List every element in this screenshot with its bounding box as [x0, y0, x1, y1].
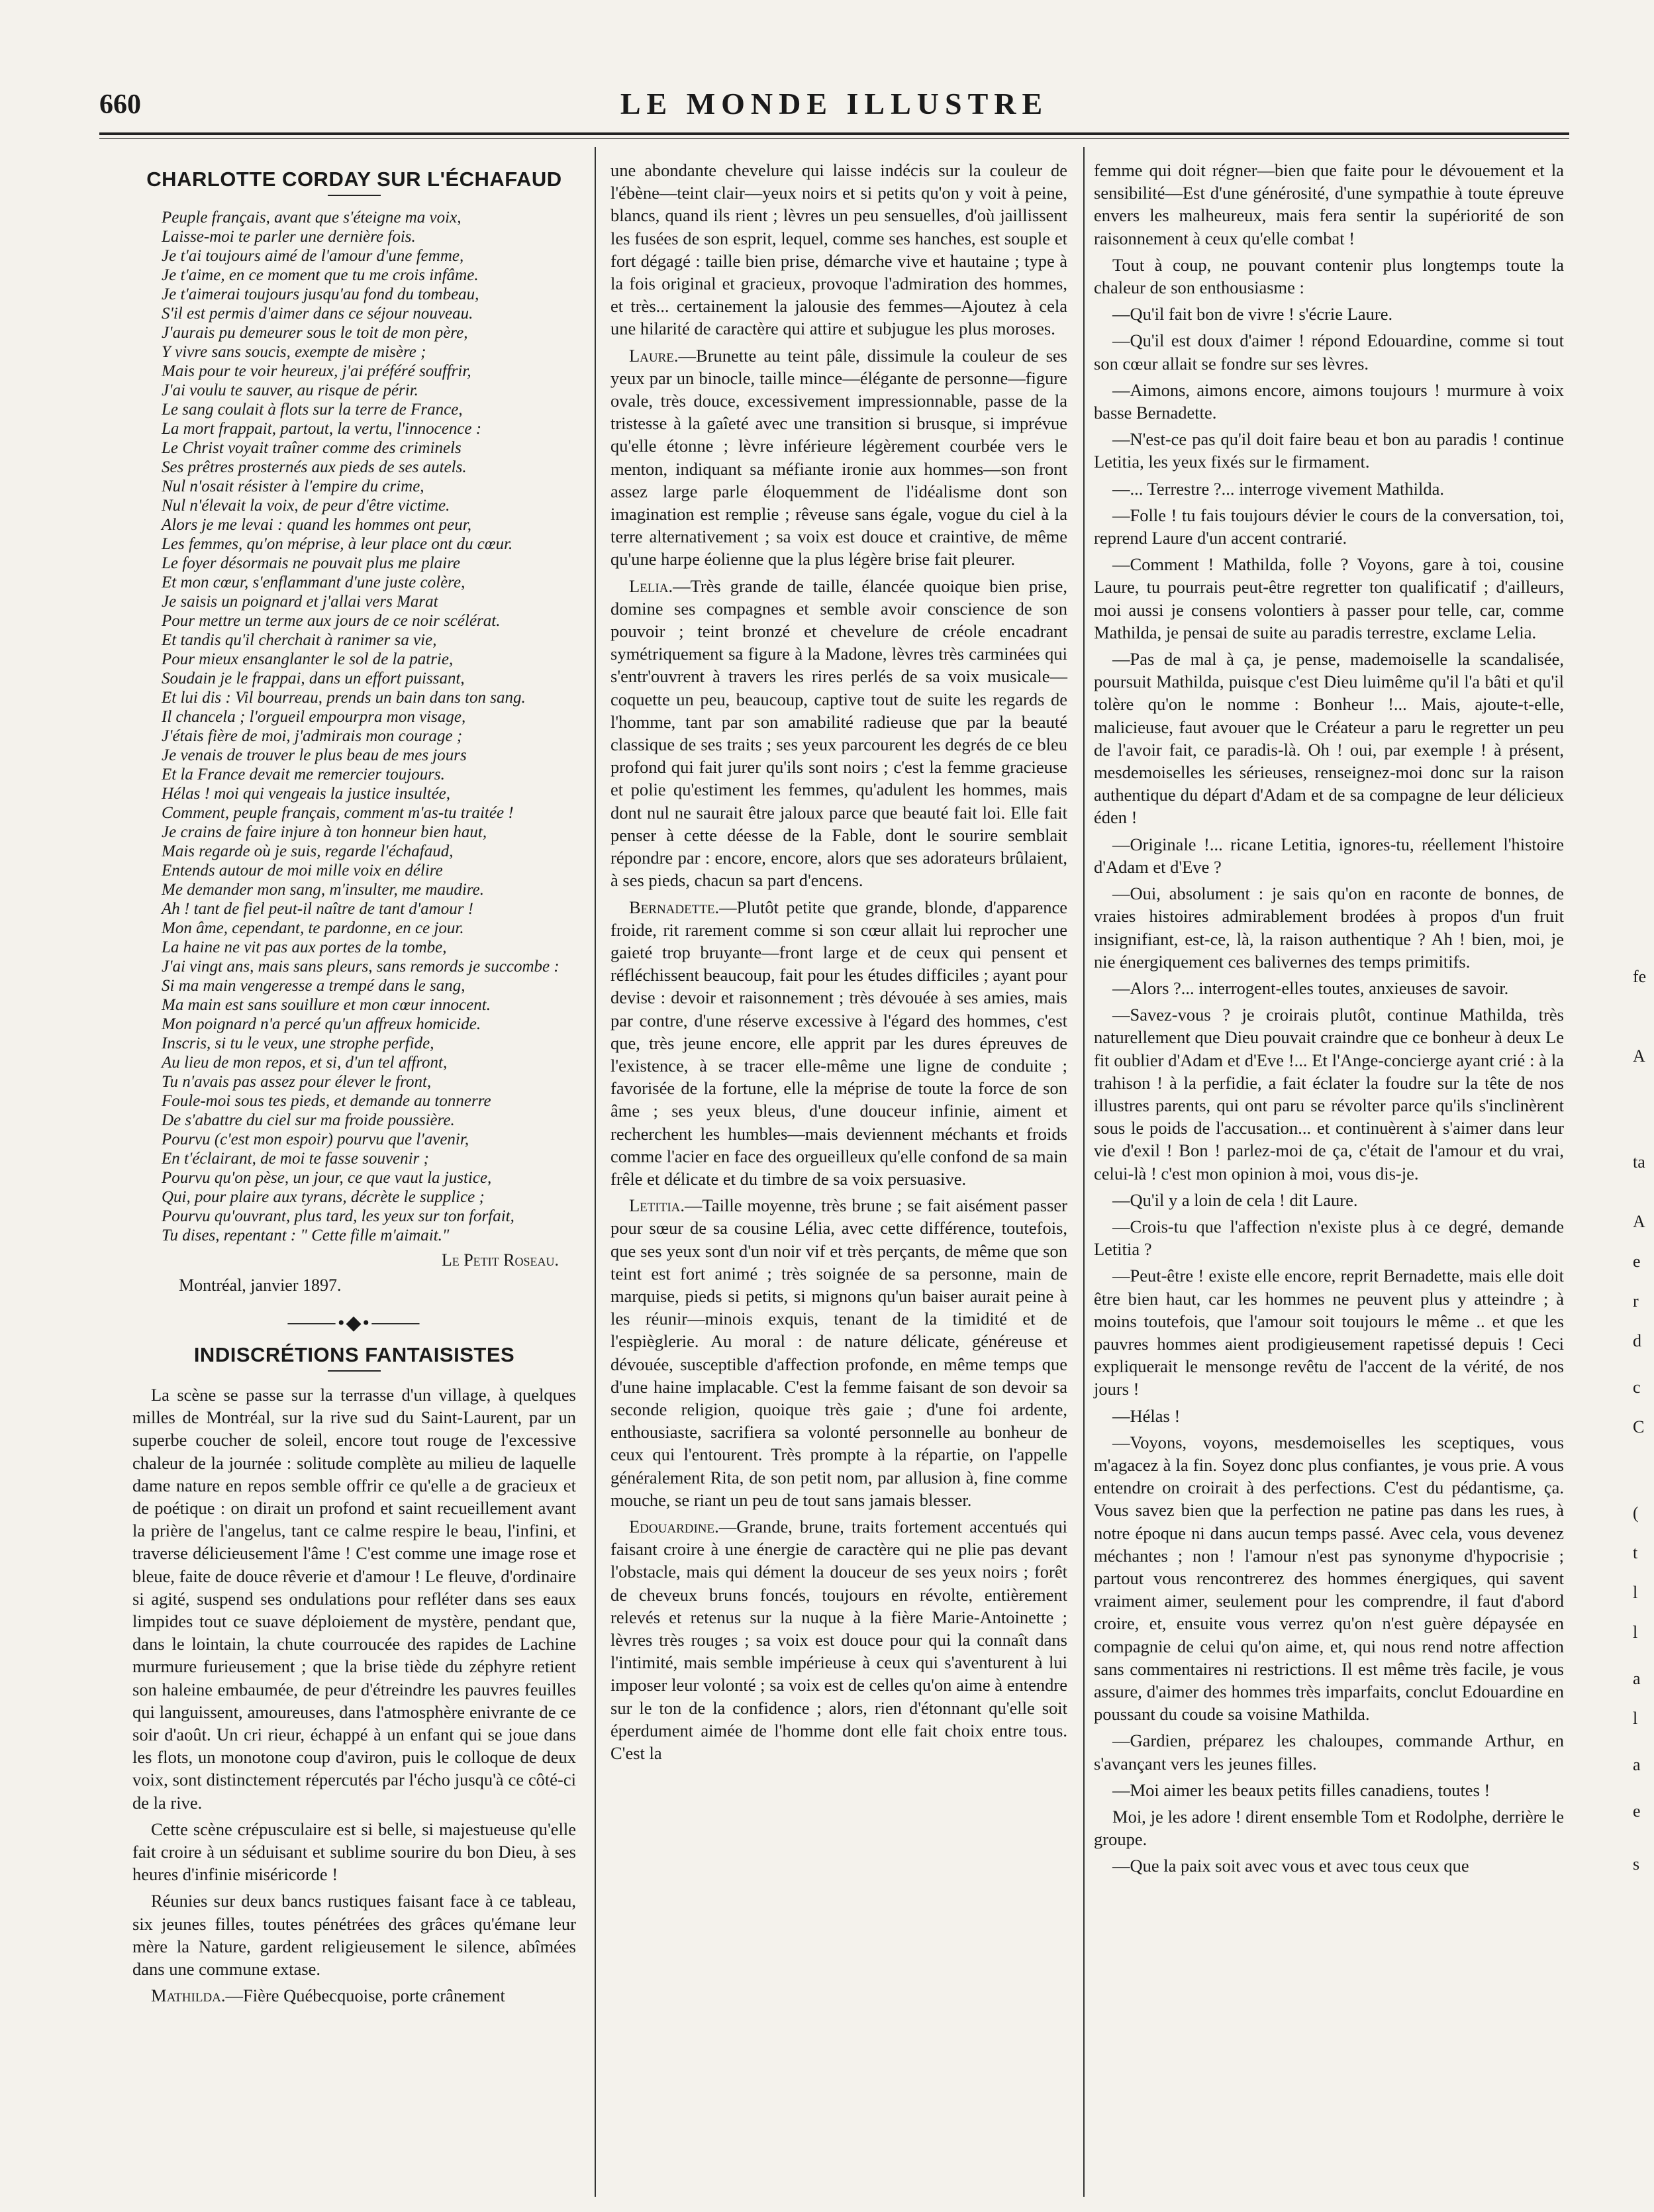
poem-signature: Le Petit Roseau.: [441, 1250, 559, 1270]
page-number: 660: [99, 89, 141, 120]
title-rule: [328, 1370, 381, 1372]
poem-line: Mais pour te voir heureux, j'ai préféré souffrir,: [162, 362, 471, 381]
character-paragraph: [132, 1984, 576, 2007]
character-name: Laure.: [629, 345, 679, 366]
header-rule: [99, 132, 1569, 139]
column-1: [132, 159, 576, 2011]
poem-line: Pourvu qu'on pèse, un jour, ce que vaut la justice,: [162, 1169, 492, 1187]
poem-line: J'ai vingt ans, mais sans pleurs, sans remords je succombe :: [162, 958, 559, 976]
story-paragraph: Réunies sur deux bancs rustiques faisant face à ce tableau, six jeunes filles, toutes pénétrées des grâces qu'émane leur mère la Nature, gardent religieusement le silence, abîmées dans une commune extase.: [132, 1891, 576, 1980]
poem-line: J'étais fière de moi, j'admirais mon courage ;: [162, 727, 463, 746]
character-name: Mathilda.: [151, 1986, 226, 2006]
column-separator: [595, 147, 596, 2197]
character-paragraph: [610, 1515, 1067, 1764]
dialogue-paragraph: Tout à coup, ne pouvant contenir plus longtemps toute la chaleur de son enthousiasme :: [1094, 254, 1564, 298]
margin-fragment: l: [1633, 1623, 1638, 1642]
dialogue-paragraph: —Pas de mal à ça, je pense, mademoiselle la scandalisée, poursuit Mathilda, puisque c'est Dieu luimême qu'il l'a bâti et qu'il tolère qu'on le nomme : Bonheur !... Mais, ajoute-t-elle, malicieuse, faut avouer que le Créateur a paru le regretter un peu de l'avoir fait, ce paradis-là. Oh ! oui, par exemple ! à présent, mesdemoiselles les sérieuses, renseignez-moi donc sur la raison authentique du départ d'Adam et de sa compagne de leur délicieux éden !: [1094, 649, 1564, 828]
poem-line: Je t'ai toujours aimé de l'amour d'une femme,: [162, 247, 464, 266]
poem-line: Et tandis qu'il cherchait à ranimer sa vie,: [162, 631, 437, 650]
poem-line: Inscris, si tu le veux, une strophe perfide,: [162, 1034, 434, 1053]
margin-fragment: s: [1633, 1854, 1640, 1874]
dialogue-paragraph: —Aimons, aimons encore, aimons toujours ! murmure à voix basse Bernadette.: [1094, 379, 1564, 423]
page-header: [99, 86, 1569, 132]
character-description: —Plutôt petite que grande, blonde, d'apparence froide, rit rarement comme si son cœur allait lui reprocher une gaieté trop bruyante—front large et de ceux qui pensent et réfléchissent beaucoup, fait pour les études difficiles ; ayant pour devise : devoir et raisonnement ; très dévouée à ses amies, mais par contre, d'une réserve excessive à l'égard des hommes, c'est que, très jeune encore, elle apprit par les dures épreuves de l'existence, à se tracer elle-même une ligne de conduite ; favorisée de la fortune, elle la méprise de toute la force de son âme ; ses yeux bleus, d'une douceur infinie, aiment et recherchent les humbles—mais deviennent méchants et froids comme l'acier en face des orgueilleux qu'elle confond de sa main frêle et délicate et du timbre de sa voix persuasive.: [610, 897, 1067, 1189]
margin-fragment: c: [1633, 1378, 1641, 1397]
poem-line: Mon âme, cependant, te pardonne, en ce jour.: [162, 919, 464, 938]
dialogue-paragraph: —N'est-ce pas qu'il doit faire beau et bon au paradis ! continue Letitia, les yeux fixés sur le firmament.: [1094, 429, 1564, 472]
dialogue-paragraph: —Qu'il y a loin de cela ! dit Laure.: [1112, 1189, 1358, 1210]
poem-line: La mort frappait, partout, la vertu, l'innocence :: [162, 420, 482, 438]
poem-line: Nul n'osait résister à l'empire du crime,: [162, 478, 424, 496]
poem-line: De s'abattre du ciel sur ma froide poussière.: [162, 1111, 455, 1130]
poem-line: Les femmes, qu'on méprise, à leur place ont du cœur.: [162, 535, 513, 554]
poem-line: Au lieu de mon repos, et si, d'un tel affront,: [162, 1054, 448, 1072]
column-separator: [1083, 147, 1085, 2197]
poem-line: Pourvu (c'est mon espoir) pourvu que l'avenir,: [162, 1131, 469, 1149]
margin-fragment: ta: [1633, 1152, 1645, 1172]
poem-line: J'aurais pu demeurer sous le toit de mon père,: [162, 324, 468, 342]
character-description: —Grande, brune, traits fortement accentués qui faisant croire à une énergie de caractère qui ne plie pas devant l'obstacle, mais qui dément la douceur de ses yeux noirs ; forêt de cheveux bruns foncés, toujours en révolte, entièrement relevés et retenus sur la nuque à la fière Marie-Antoinette ; lèvres très rouges ; sa voix est douce pour qui la connaît dans l'intimité, mais semble impérieuse à ceux qui s'aventurent à lui imposer leur volonté ; sa voix est de celles qu'on aime à entendre sur le ton de la confidence ; alors, rien d'étonnant qu'elle soit éperdument aimée de l'homme dont elle fait choix entre tous. C'est la: [610, 1516, 1067, 1764]
character-name: Letitia.: [629, 1195, 685, 1216]
dialogue-paragraph: —Folle ! tu fais toujours dévier le cours de la conversation, toi, reprend Laure d'un accent contrarié.: [1094, 505, 1564, 548]
dialogue-paragraph: —Que la paix soit avec vous et avec tous ceux que: [1112, 1856, 1469, 1876]
poem-line: Alors je me levai : quand les hommes ont peur,: [162, 516, 471, 534]
margin-fragment: A: [1633, 1212, 1645, 1231]
poem-line: Me demander mon sang, m'insulter, me maudire.: [162, 881, 484, 899]
poem-line: Pourvu qu'ouvrant, plus tard, les yeux sur ton forfait,: [162, 1207, 514, 1226]
margin-fragment: l: [1633, 1709, 1638, 1728]
poem-line: Il chancela ; l'orgueil empourpra mon visage,: [162, 708, 466, 727]
poem-line: Je crains de faire injure à ton honneur bien haut,: [162, 823, 487, 842]
poem-title: CHARLOTTE CORDAY SUR L'ÉCHAFAUD: [146, 168, 562, 191]
margin-fragment: (: [1633, 1503, 1639, 1523]
journal-title: LE MONDE ILLUSTRE: [620, 87, 1049, 121]
poem-line: En t'éclairant, de moi te fasse souvenir ;: [162, 1150, 429, 1168]
character-name: Lelia.: [629, 576, 673, 596]
poem-line: Mon poignard n'a percé qu'un affreux homicide.: [162, 1015, 481, 1034]
story-paragraph: Cette scène crépusculaire est si belle, si majestueuse qu'elle fait croire à un séduisant et sublime sourire du bon Dieu, à ses heures d'infinie miséricorde !: [132, 1819, 576, 1885]
poem-place-date: Montréal, janvier 1897.: [179, 1276, 342, 1295]
margin-fragment: d: [1633, 1331, 1641, 1350]
dialogue-paragraph: —... Terrestre ?... interroge vivement Mathilda.: [1112, 478, 1444, 499]
poem-line: Soudain je le frappai, dans un effort puissant,: [162, 670, 465, 688]
character-description: une abondante chevelure qui laisse indécis sur la couleur de l'ébène—teint clair—yeux noirs et si petits qu'on y voit à peine, blancs, quand ils rient ; lèvres un peu sensuelles, d'où jaillissent les fusées de son esprit, lequel, comme ses hanches, est souple et fort dégagé : taille bien prise, démarche vive et hautaine ; type à la fois original et gracieux, provoque l'admiration des hommes, et très... certainement la jalousie des femmes—Ajoutez à cela une hilarité de caractère qui attire et subjugue les plus moroses.: [610, 160, 1067, 339]
dialogue-paragraph: —Oui, absolument : je sais qu'on en raconte de bonnes, de vraies histoires admirablement brodées à propos d'un fruit insignifiant, est-ce, là, la raison authentique ? Ah ! bien, moi, je nie énergiquement ces balivernes des temps primitifs.: [1094, 883, 1564, 972]
poem-line: Je t'aimerai toujours jusqu'au fond du tombeau,: [162, 285, 479, 304]
poem-line: Si ma main vengeresse a trempé dans le sang,: [162, 977, 465, 995]
dialogue-paragraph: —Crois-tu que l'affection n'existe plus à ce degré, demande Letitia ?: [1094, 1216, 1564, 1260]
character-paragraph: [610, 896, 1067, 1191]
poem-line: Hélas ! moi qui vengeais la justice insultée,: [162, 785, 451, 803]
poem-line: Mais regarde où je suis, regarde l'échafaud,: [162, 842, 454, 861]
poem-line: J'ai voulu te sauver, au risque de périr.: [162, 381, 418, 400]
poem-line: Et mon cœur, s'enflammant d'une juste colère,: [162, 574, 465, 592]
poem-line: Y vivre sans soucis, exempte de misère ;: [162, 343, 426, 362]
character-paragraph: [610, 575, 1067, 892]
column-3: [1094, 159, 1564, 1882]
poem-line: Comment, peuple français, comment m'as-tu traitée !: [162, 804, 514, 823]
dialogue-paragraph: —Hélas !: [1112, 1405, 1181, 1426]
poem-line: Ah ! tant de fiel peut-il naître de tant d'amour !: [162, 900, 474, 919]
margin-fragment: C: [1633, 1417, 1645, 1436]
character-description: —Fière Québecquoise, porte crânement: [225, 1986, 505, 2006]
dialogue-paragraph: —Voyons, voyons, mesdemoiselles les sceptiques, vous m'agacez à la fin. Soyez donc plus confiantes, je vous prie. A vous entendre on croirait à des perfections. C'est du pédantisme, ça. Vous savez bien que la perfection ne patine pas dans les rues, à notre époque ni dans aucun temps passé. Avec cela, vous devenez méchantes ; non ! l'amour n'est pas synonyme d'hypocrisie ; partout vous rencontrerez des hommes énergiques, qui savent vraiment aimer, seulement pour les comprendre, il faut d'abord croire, et, ensuite vous verrez qu'on n'est guère dépaysée en compagnie de celui qu'on aime, et, qui nous rend notre affection sans commentaires ni restrictions. Il est même très facile, je vous assure, d'aimer des hommes très imparfaits, conclut Edouardine en poussant du coude sa voisine Mathilda.: [1094, 1432, 1564, 1725]
section-ornament: ⸻•◆•⸻: [287, 1311, 422, 1334]
dialogue-paragraph: —Qu'il fait bon de vivre ! s'écrie Laure.: [1112, 304, 1393, 325]
character-paragraph: [610, 159, 1067, 340]
dialogue-paragraph: —Moi aimer les beaux petits filles canadiens, toutes !: [1112, 1780, 1490, 1800]
character-name: Edouardine.: [629, 1516, 719, 1536]
poem-line: La haine ne vit pas aux portes de la tombe,: [162, 938, 447, 957]
dialogue-paragraph: —Savez-vous ? je croirais plutôt, continue Mathilda, très naturellement que Dieu pouvait craindre que ce bonheur à deux Le fit oublier d'Adam et d'Eve !... Et l'Ange-concierge ayant crié : à la trahison ! à la perfidie, a fait éclater la foudre sur la tête de nos illustres parents, qui ont paru se révolter parce qu'ils s'inclinèrent sous le poids de l'accusation... et continuèrent à s'aimer dans leur vie d'exil ! Bon ! parlez-moi de ça, c'était de l'amour et du vrai, celui-là ! c'est mon opinion à moi, vous dis-je.: [1094, 1005, 1564, 1183]
margin-fragment: a: [1633, 1669, 1641, 1688]
story-paragraph: La scène se passe sur la terrasse d'un village, à quelques milles de Montréal, sur la rive sud du Saint-Laurent, par un superbe coucher de soleil, encore tout rouge de l'excessive chaleur de la journée : solitude complète au milieu de laquelle dame nature en repos semble offrir ce qu'elle a de gracieux et de poétique : on dirait un profond et saint recueillement avant la prière de l'angelus, tant ce calme respire le beau, l'infini, et traverse délicieusement l'âme ! C'est comme une image rose et bleue, faite de douce rêverie et d'amour ! Le fleuve, d'ordinaire si agité, suspend ses ondulations pour refléter dans ses eaux limpides tout ce suave déploiement de mystère, pendant que, dans le lointain, la chute courroucée des rapides de Lachine murmure furieusement ; que la brise tiède du zéphyre retient son haleine embaumée, de peur d'étreindre les pauvres feuilles qui languissent, amoureuses, dans l'atmosphère enivrante de ce soir d'août. Un cri rieur, échappé à un enfant qui se joue dans les flots, un monotone coup d'aviron, puis le colloque de deux voix, sont distinctement répercutés par l'écho jusqu'à ce côté-ci de la rive.: [132, 1385, 576, 1813]
poem-line: Et la France devait me remercier toujours.: [162, 766, 445, 784]
margin-fragment: A: [1633, 1046, 1645, 1066]
poem-line: Tu dises, repentant : " Cette fille m'aimait.": [162, 1227, 450, 1245]
margin-fragment: a: [1633, 1755, 1641, 1774]
poem-line: Foule-moi sous tes pieds, et demande au tonnerre: [162, 1092, 491, 1111]
poem-line: Ses prêtres prosternés aux pieds de ses autels.: [162, 458, 467, 477]
story-column-1: [132, 1383, 576, 1980]
poem-line: Laisse-moi te parler une dernière fois.: [162, 228, 416, 246]
character-paragraph: [610, 344, 1067, 571]
margin-fragment: r: [1633, 1291, 1639, 1311]
poem-line: Entends autour de moi mille voix en délire: [162, 862, 443, 880]
poem-line: Ma main est sans souillure et mon cœur innocent.: [162, 996, 491, 1015]
dialogue-paragraph: —Comment ! Mathilda, folle ? Voyons, gare à toi, cousine Laure, tu pourrais peut-être regretter ton qualificatif ; d'ailleurs, moi aussi je consens volontiers à passer pour telle, car, comme Mathilda, je pensai de suite au paradis terrestre, exclame Lelia.: [1094, 554, 1564, 642]
poem-line: Peuple français, avant que s'éteigne ma voix,: [162, 209, 462, 227]
character-name: Bernadette.: [629, 897, 720, 917]
dialogue-paragraph: femme qui doit régner—bien que faite pour le dévouement et la sensibilité—Est d'une générosité, d'une sympathie à toute épreuve envers les malheureux, mais fera sentir la supériorité de son raisonnement à ceux qu'elle combat !: [1094, 160, 1564, 248]
margin-fragment: e: [1633, 1252, 1641, 1271]
poem-line: Pour mettre un terme aux jours de ce noir scélérat.: [162, 612, 501, 630]
margin-fragment: l: [1633, 1583, 1638, 1602]
margin-fragment: e: [1633, 1801, 1641, 1821]
poem-line: Tu n'avais pas assez pour élever le front,: [162, 1073, 432, 1091]
poem-line: Le sang coulait à flots sur la terre de France,: [162, 401, 463, 419]
poem-line: S'il est permis d'aimer dans ce séjour nouveau.: [162, 305, 473, 323]
poem-line: Qui, pour plaire aux tyrans, décrète le supplice ;: [162, 1188, 485, 1207]
dialogue-paragraph: —Alors ?... interrogent-elles toutes, anxieuses de savoir.: [1112, 978, 1509, 998]
margin-fragment: fe: [1633, 967, 1647, 986]
poem-line: Je saisis un poignard et j'allai vers Marat: [162, 593, 438, 611]
poem-line: Je t'aime, en ce moment que tu me crois infâme.: [162, 266, 479, 285]
story-title: INDISCRÉTIONS FANTAISISTES: [193, 1342, 515, 1366]
column-2: [610, 159, 1067, 1768]
poem-line: Le foyer désormais ne pouvait plus me plaire: [162, 554, 461, 573]
poem-line: Nul n'élevait la voix, de peur d'être victime.: [162, 497, 450, 515]
dialogue-paragraph: —Peut-être ! existe elle encore, reprit Bernadette, mais elle doit être bien haut, car les hommes ne peuvent plus y atteindre ; à moins toutefois, que l'amour soit toujours le même .. et que les pauvres hommes aient prodigieusement rapetissé depuis ! Ceci expliquerait le mensonge revêtu de l'accent de la vérité, de nos jours !: [1094, 1266, 1564, 1399]
dialogue-paragraph: —Originale !... ricane Letitia, ignores-tu, réellement l'histoire d'Adam et d'Eve ?: [1094, 834, 1564, 877]
character-description: —Taille moyenne, très brune ; se fait aisément passer pour sœur de sa cousine Lélia, avec cette différence, toutefois, que ses yeux sont d'un noir vif et très perçants, de même que son teint est fort animé ; très soignée de sa personne, main de marquise, pieds si petits, si mignons qu'un baiser aurait peine à les réunir—minois exquis, tenant de la timidité et de l'espièglerie. Au moral : de nature délicate, généreuse et dévouée, susceptible d'affection profonde, en même temps que d'une haine implacable. C'est la femme faisant de son devoir sa seconde religion, quoique très gaie ; d'une foi ardente, enthousiaste, sacrifiera sa volonté personnelle au bonheur de ceux qui l'entourent. Très prompte à la répartie, on l'appelle généralement Rita, de son petit nom, par allusion à, fine comme mouche, se riant un peu de tout sans jamais blesser.: [610, 1195, 1067, 1510]
dialogue-paragraph: —Gardien, préparez les chaloupes, commande Arthur, en s'avançant vers les jeunes filles.: [1094, 1731, 1564, 1774]
dialogue-paragraph: —Qu'il est doux d'aimer ! répond Edouardine, comme si tout son cœur allait se fondre sur ses lèvres.: [1094, 330, 1564, 374]
poem: [132, 208, 576, 1245]
poem-line: Et lui dis : Vil bourreau, prends un bain dans ton sang.: [162, 689, 526, 707]
title-rule: [328, 195, 381, 196]
character-paragraph: [610, 1194, 1067, 1511]
character-description: —Brunette au teint pâle, dissimule la couleur de ses yeux par un binocle, taille mince—élégante de personne—figure ovale, très douce, excessivement impressionnable, passe de la tristesse à la gaîeté avec une transition si brusque, si imprévue qu'elle étonne ; lèvre inférieure légèrement courbée vers le menton, indiquant sa méfiante ironie aux hommes—son front assez large parle éloquemment de l'idéalisme dont son imagination est remplie ; rêveuse sans égale, vogue du ciel à la terre alternativement ; sa voix est douce et craintive, de même qu'une harpe éolienne que la plus légère brise fait pleurer.: [610, 345, 1067, 570]
margin-fragment: t: [1633, 1543, 1638, 1562]
character-description: —Très grande de taille, élancée quoique bien prise, domine ses compagnes et semble avoir conscience de son pouvoir ; teint bronzé et chevelure de créole encadrant symétriquement sa figure à la Madone, lèvres très carminées qui s'entr'ouvrent à travers les rires perlés de sa voix musicale—coquette un peu, beaucoup, captive tout de suite les regards de l'homme, tant par son amabilité radieuse que par la beauté classique de ses traits ; ses yeux parcourent les degrés de ce bleu profond qui fait jurer qu'ils sont noirs ; c'est la femme gracieuse et polie qu'estiment les femmes, qu'adulent les hommes, mais dont nul ne saurait être jaloux parce que beauté fait loi. Elle fait penser à cette déesse de la Fable, dont le sourire semblait répondre par : encore, encore, alors que ses adorateurs brûlaient, à ses pieds, chacun sa part d'encens.: [610, 576, 1067, 891]
poem-line: Je venais de trouver le plus beau de mes jours: [162, 746, 467, 765]
poem-line: Pour mieux ensanglanter le sol de la patrie,: [162, 650, 454, 669]
dialogue-paragraph: Moi, je les adore ! dirent ensemble Tom et Rodolphe, derrière le groupe.: [1094, 1807, 1564, 1850]
poem-line: Le Christ voyait traîner comme des criminels: [162, 439, 462, 458]
